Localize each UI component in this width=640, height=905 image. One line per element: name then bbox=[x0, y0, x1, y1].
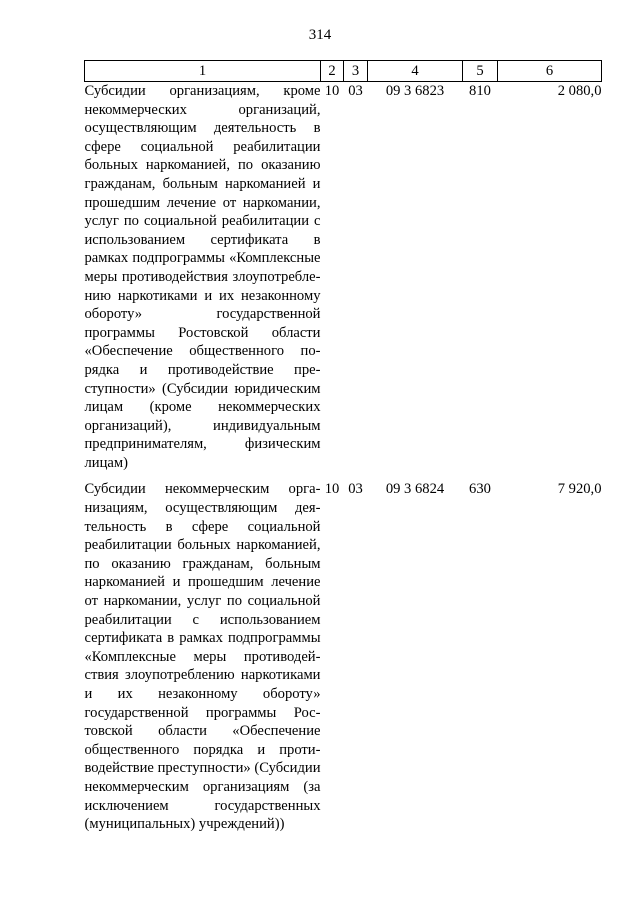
row-amount: 7 920,0 bbox=[557, 481, 602, 498]
page-number: 314 bbox=[308, 27, 332, 43]
row-amount: 2 080,0 bbox=[557, 83, 602, 99]
row-section-code: 10 bbox=[324, 83, 340, 99]
table-row bbox=[85, 82, 602, 473]
row-target-article: 09 3 6824 bbox=[385, 481, 445, 498]
row-subsection-code: 03 bbox=[348, 83, 363, 99]
row-target-article: 09 3 6823 bbox=[385, 83, 445, 99]
row-expense-type: 630 bbox=[469, 481, 491, 498]
column-header-1: 1 bbox=[85, 61, 321, 82]
column-header-5: 5 bbox=[463, 61, 498, 82]
row-description: Субсидии некоммерческим организациям, осуществляющим деятельность в сфере социальной реабилитации больных наркоманией, по оказанию гражданам, больным наркоманией и прошедшим лечение от наркомании, услуг по социальной реабилитации с использованием сертификата в рамках подпрограммы «Комплексные меры противодействия злоупотреблению наркотиками и их незаконному обороту» государственной программы Ростовской области «Обеспечение общественного порядка и противодействие преступности» (Субсидии некоммерческим организациям (за исключением государственных (муниципальных) учреждений)) bbox=[84, 481, 321, 833]
row-section-code: 10 bbox=[324, 481, 340, 498]
column-header-3: 3 bbox=[344, 61, 368, 82]
row-expense-type: 810 bbox=[469, 83, 491, 99]
row-subsection-code: 03 bbox=[348, 481, 363, 498]
column-header-4: 4 bbox=[368, 61, 463, 82]
row-description: Субсидии организациям, кроме некоммерческих организаций, осуществляющим деятельность в сфере социальной реабилитации больных наркоманией, по оказанию гражданам, больным наркоманией и прошедшим лечение от наркомании, услуг по социальной реабилитации с использованием сертификата в рамках подпрограммы «Комплексные меры противодействия злоупотреблению наркотиками и их незаконному обороту» государственной программы Ростовской области «Обеспечение общественного порядка и противодействие преступности» (Субсидии юридическим лицам (кроме некоммерческих организаций), индивидуальным предпринимателям, физическим лицам) bbox=[84, 83, 321, 471]
column-header-2: 2 bbox=[321, 61, 344, 82]
table-row bbox=[85, 472, 602, 833]
budget-table bbox=[84, 60, 602, 834]
column-header-6: 6 bbox=[498, 61, 602, 82]
table-header-row bbox=[85, 61, 602, 82]
